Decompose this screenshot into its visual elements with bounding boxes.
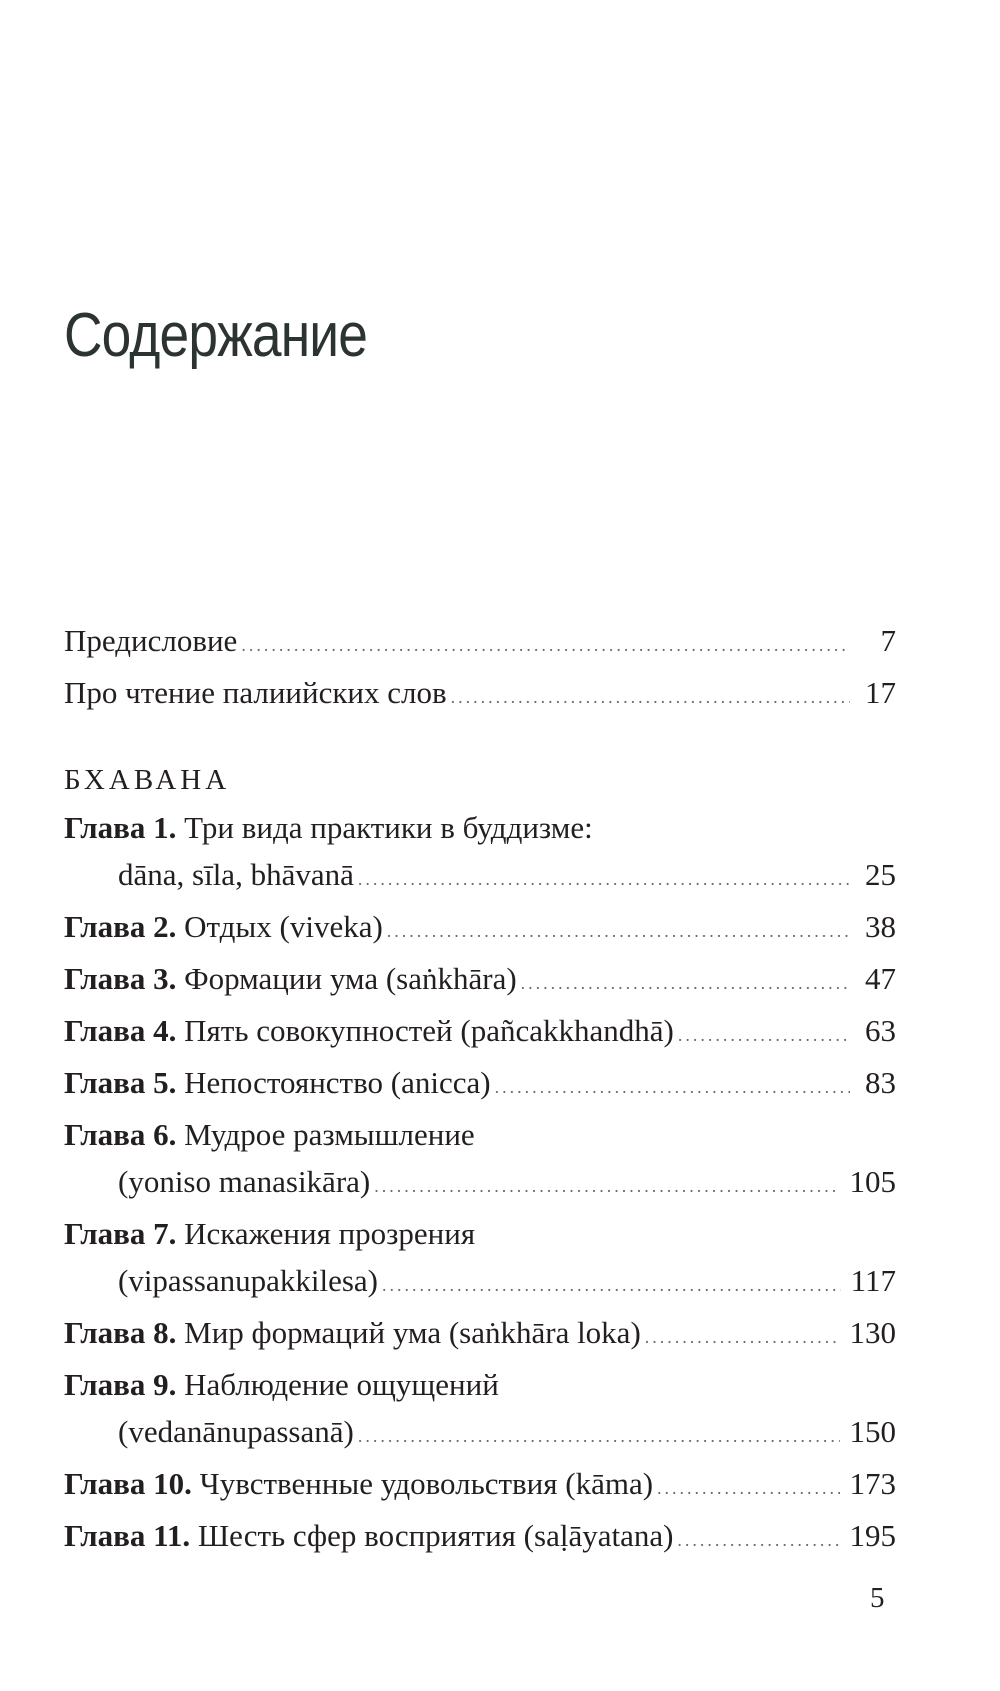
entry-page-number: 38 — [865, 909, 896, 944]
entry-page-number: 7 — [880, 623, 896, 658]
chapter-title: Пять совокупностей (pañcakkhandhā) — [184, 1013, 674, 1048]
dot-leader — [451, 674, 850, 721]
dot-leader — [374, 1163, 839, 1210]
entry-page-number: 25 — [865, 857, 896, 892]
entry-line — [64, 1460, 896, 1512]
chapter-label: Глава 8. — [64, 1315, 177, 1350]
chapter-title: Искажения прозрения — [184, 1216, 476, 1251]
dot-leader — [495, 1064, 850, 1111]
section-heading: БХАВАНА — [64, 764, 231, 796]
chapter-title-continued: (vedanānupassanā) — [118, 1414, 354, 1449]
dot-leader — [241, 622, 850, 669]
toc-entry-chapter-5[interactable] — [64, 1059, 896, 1111]
chapter-title-continued: (yoniso manasikāra) — [118, 1164, 371, 1199]
chapter-label: Глава 5. — [64, 1065, 177, 1100]
page-number: 5 — [870, 1582, 885, 1614]
toc-entry-chapter-8[interactable] — [64, 1309, 896, 1361]
toc-entry-pali-reading[interactable] — [64, 669, 896, 721]
dot-leader — [358, 856, 850, 903]
toc-entry-chapter-7[interactable] — [64, 1210, 896, 1309]
toc-entry-chapter-1[interactable] — [64, 804, 896, 903]
dot-leader — [521, 960, 850, 1007]
chapter-title: Мудрое размышление — [184, 1117, 475, 1152]
entry-page-number: 105 — [849, 1164, 896, 1199]
chapter-title: Три вида практики в буддизме: — [184, 810, 593, 845]
chapter-title: Чувственные удовольствия (kāma) — [199, 1466, 654, 1501]
dot-leader — [678, 1012, 850, 1059]
chapter-list — [64, 804, 896, 1564]
chapter-title-continued: (vipassanupakkilesa) — [118, 1263, 378, 1298]
entry-title: Предисловие — [64, 623, 238, 658]
entry-page-number: 47 — [865, 961, 896, 996]
chapter-label: Глава 2. — [64, 909, 177, 944]
entry-page-number: 195 — [849, 1518, 896, 1553]
entry-line-continued — [64, 1408, 896, 1460]
entry-line — [64, 903, 896, 955]
dot-leader — [645, 1314, 840, 1361]
entry-line — [64, 1361, 896, 1408]
entry-page-number: 173 — [849, 1466, 896, 1501]
entry-page-number: 117 — [850, 1263, 896, 1298]
entry-page-number: 83 — [865, 1065, 896, 1100]
chapter-title: Мир формаций ума (saṅkhāra loka) — [184, 1315, 641, 1350]
page-title: Содержание — [64, 301, 368, 370]
dot-leader — [358, 1413, 840, 1460]
entry-title: Про чтение палиийских слов — [64, 675, 447, 710]
entry-line — [64, 955, 896, 1007]
part-section — [64, 757, 896, 1564]
entry-line — [64, 1210, 896, 1257]
chapter-title: Формации ума (saṅkhāra) — [184, 961, 517, 996]
entry-line — [64, 1007, 896, 1059]
chapter-label: Глава 3. — [64, 961, 177, 996]
entry-line — [64, 1059, 896, 1111]
entry-line-continued — [64, 1257, 896, 1309]
chapter-label: Глава 1. — [64, 810, 177, 845]
entry-page-number: 130 — [849, 1315, 896, 1350]
entry-page-number: 150 — [849, 1414, 896, 1449]
dot-leader — [382, 1262, 841, 1309]
chapter-label: Глава 11. — [64, 1518, 191, 1553]
chapter-title: Непостоянство (anicca) — [184, 1065, 491, 1100]
entry-line — [64, 1309, 896, 1361]
entry-line — [64, 1111, 896, 1158]
chapter-title-continued: dāna, sīla, bhāvanā — [118, 857, 354, 892]
toc-entry-chapter-9[interactable] — [64, 1361, 896, 1460]
chapter-title: Отдых (viveka) — [184, 909, 383, 944]
chapter-label: Глава 4. — [64, 1013, 177, 1048]
toc-entry-chapter-6[interactable] — [64, 1111, 896, 1210]
toc-entry-chapter-2[interactable] — [64, 903, 896, 955]
dot-leader — [677, 1517, 839, 1564]
dot-leader — [657, 1465, 839, 1512]
chapter-label: Глава 7. — [64, 1216, 177, 1251]
entry-page-number: 17 — [865, 675, 896, 710]
front-matter-list — [64, 617, 896, 721]
chapter-title: Шесть сфер восприятия (saḷāyatana) — [197, 1518, 674, 1553]
entry-page-number: 63 — [865, 1013, 896, 1048]
chapter-label: Глава 9. — [64, 1367, 177, 1402]
toc-entry-chapter-3[interactable] — [64, 955, 896, 1007]
entry-line — [64, 804, 896, 851]
entry-line — [64, 1512, 896, 1564]
entry-line-continued — [64, 1158, 896, 1210]
chapter-label: Глава 6. — [64, 1117, 177, 1152]
chapter-title: Наблюдение ощущений — [184, 1367, 499, 1402]
toc-entry-chapter-11[interactable] — [64, 1512, 896, 1564]
dot-leader — [387, 908, 850, 955]
toc-entry-preface[interactable] — [64, 617, 896, 669]
toc-entry-chapter-10[interactable] — [64, 1460, 896, 1512]
entry-line-continued — [64, 851, 896, 903]
toc-entry-chapter-4[interactable] — [64, 1007, 896, 1059]
chapter-label: Глава 10. — [64, 1466, 192, 1501]
